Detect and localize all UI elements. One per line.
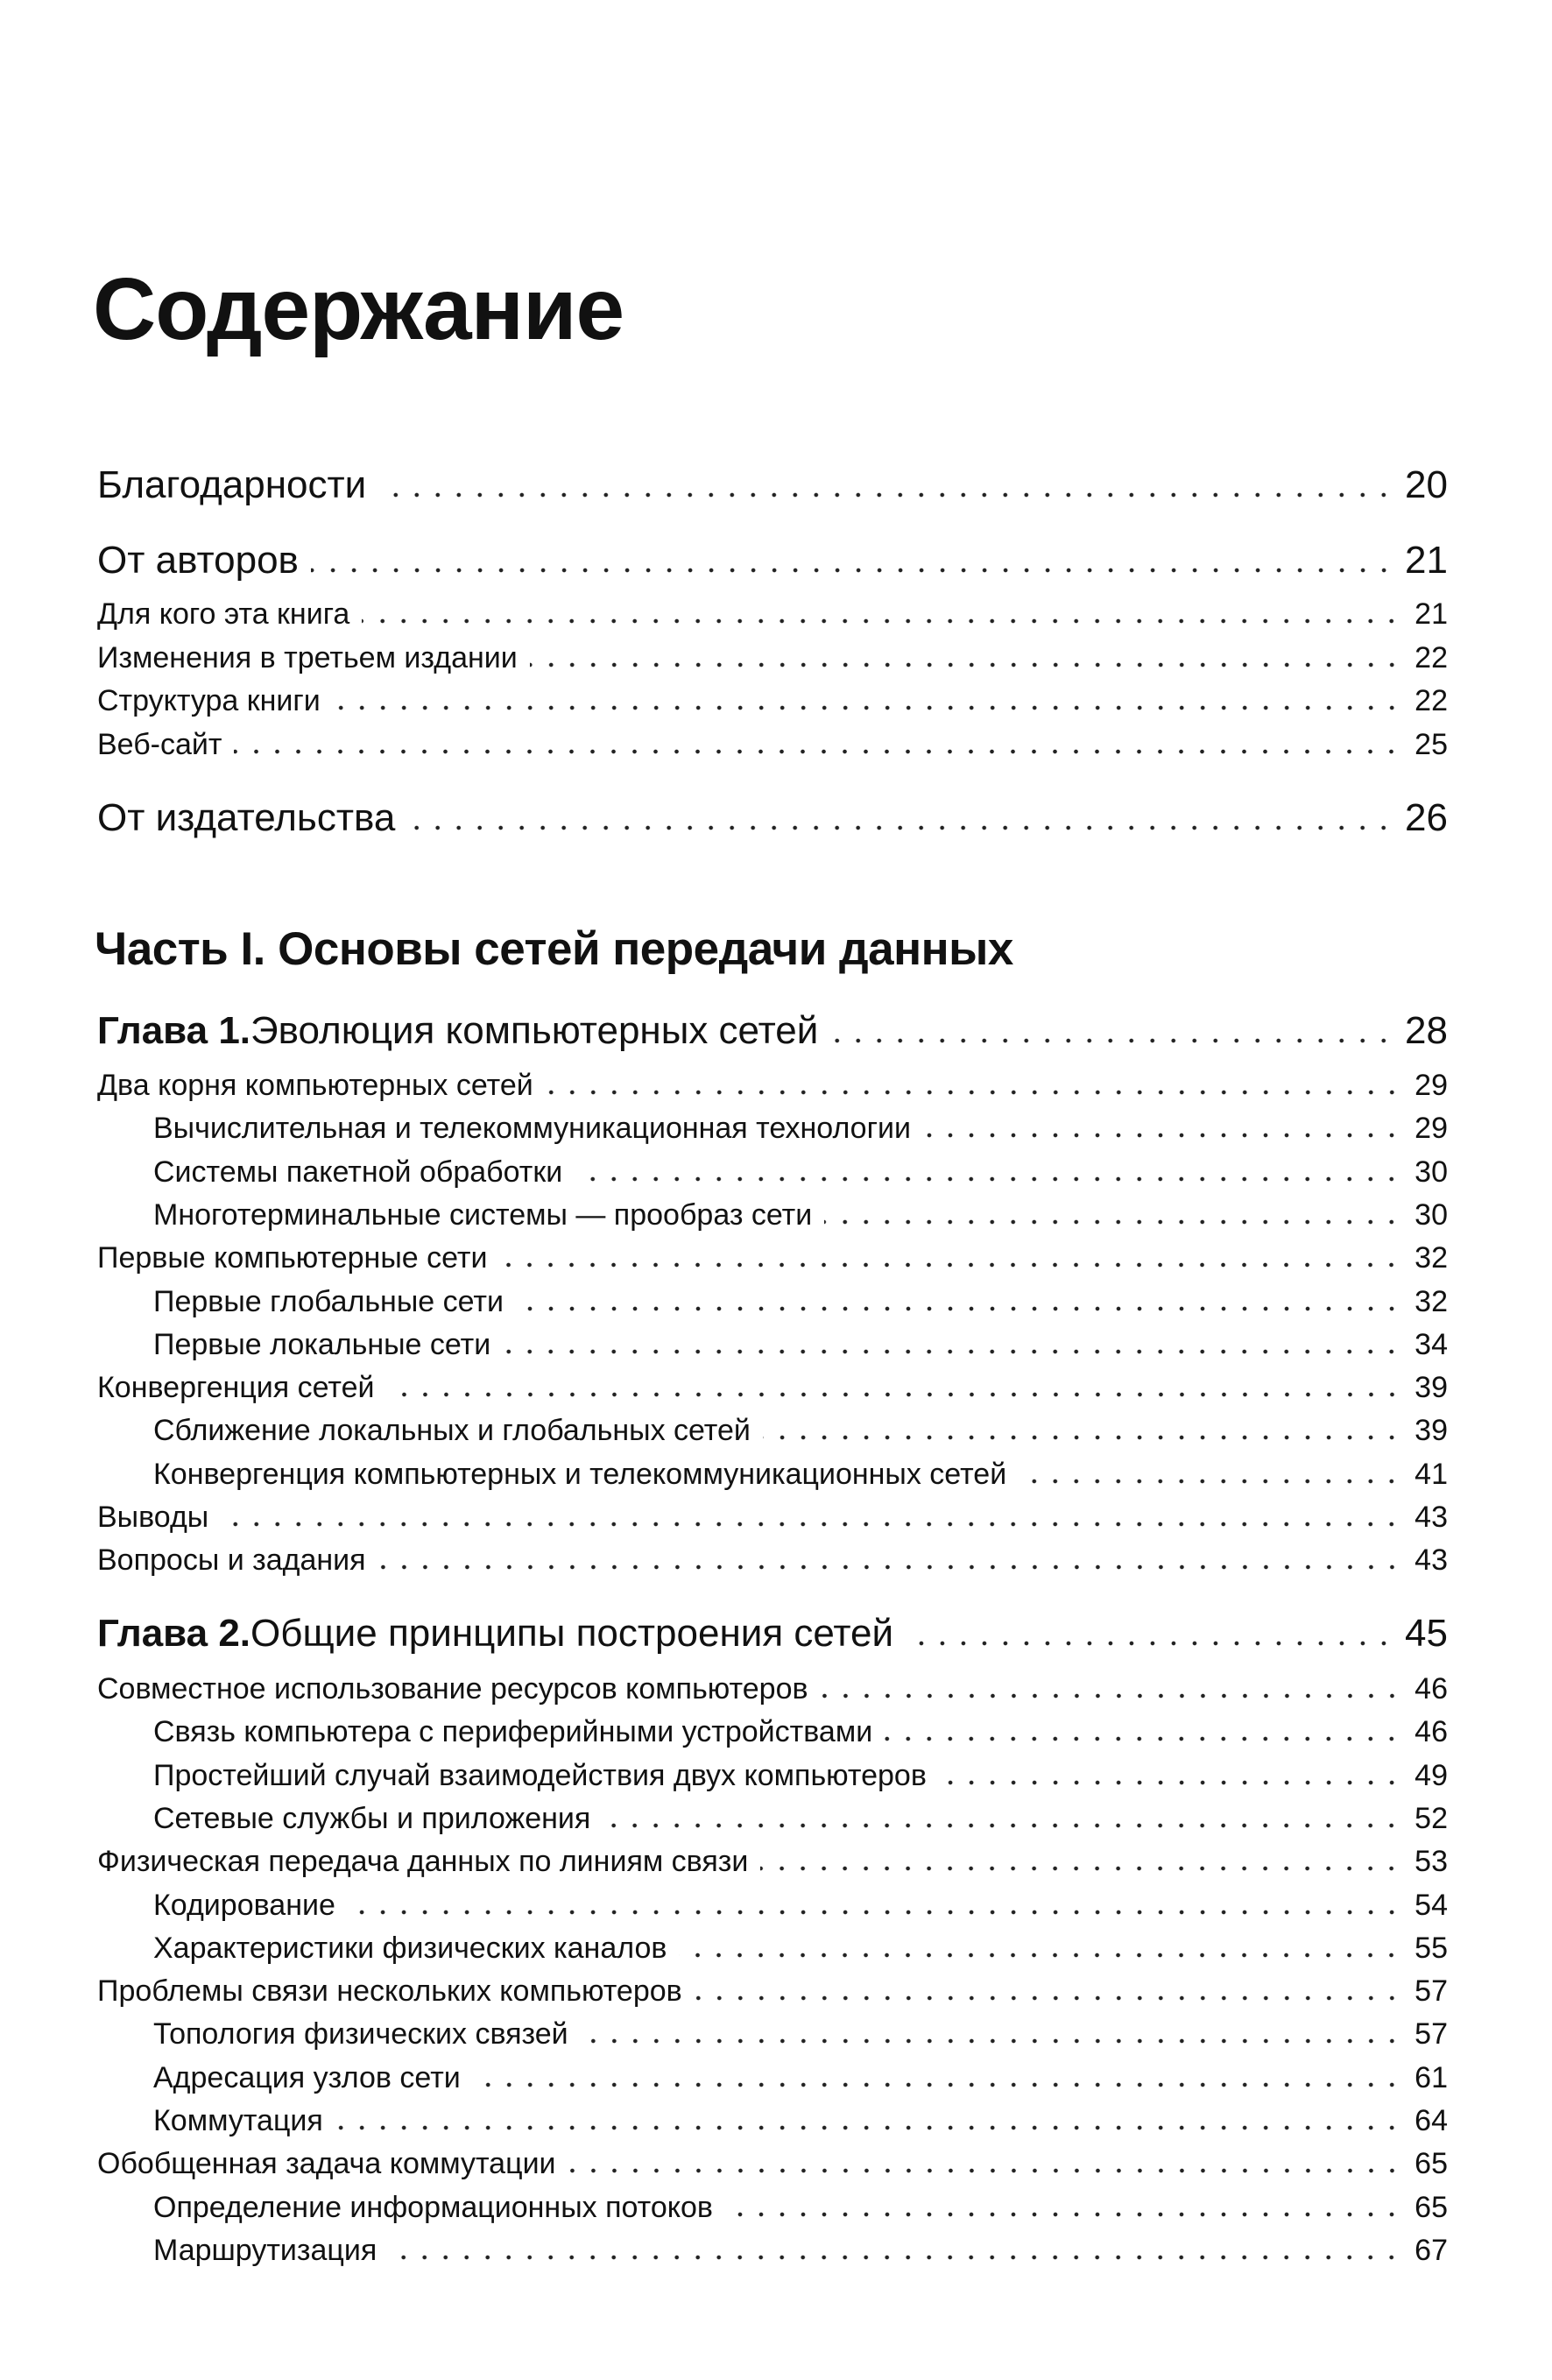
dot-leader bbox=[695, 1992, 1404, 2001]
dot-leader bbox=[939, 1776, 1404, 1785]
dot-leader bbox=[830, 1035, 1396, 1043]
page-number: 29 bbox=[1414, 1069, 1448, 1102]
toc-subsection[interactable] bbox=[153, 1888, 1448, 1923]
toc-subsection[interactable] bbox=[97, 683, 1448, 718]
page-number: 21 bbox=[1405, 539, 1448, 582]
entry-title: Обобщенная задача коммутации bbox=[97, 2147, 556, 2180]
dot-leader bbox=[311, 564, 1396, 573]
page-number: 22 bbox=[1414, 641, 1448, 674]
entry-title: Проблемы связи нескольких компьютеров bbox=[97, 1974, 682, 2008]
page-number: 53 bbox=[1414, 1845, 1448, 1878]
entry-title: Благодарности bbox=[97, 463, 367, 506]
entry-title: Первые локальные сети bbox=[153, 1328, 491, 1361]
page-number: 30 bbox=[1414, 1198, 1448, 1232]
entry-title: Коммутация bbox=[153, 2104, 323, 2137]
dot-leader bbox=[335, 2122, 1404, 2130]
page-number: 67 bbox=[1414, 2234, 1448, 2267]
entry-title: Два корня компьютерных сетей bbox=[97, 1069, 533, 1102]
page-number: 52 bbox=[1414, 1802, 1448, 1835]
entry-title: Сетевые службы и приложения bbox=[153, 1802, 591, 1835]
dot-leader bbox=[923, 1129, 1404, 1138]
page-number: 57 bbox=[1414, 2017, 1448, 2051]
page-number: 45 bbox=[1405, 1612, 1448, 1655]
dot-leader bbox=[885, 1733, 1404, 1741]
dot-leader bbox=[546, 1086, 1404, 1095]
dot-leader bbox=[581, 2035, 1404, 2044]
toc-subsection[interactable] bbox=[153, 1714, 1448, 1749]
page-number: 64 bbox=[1414, 2104, 1448, 2137]
page-number: 46 bbox=[1414, 1715, 1448, 1748]
entry-title: Простейший случай взаимодействия двух компьютеров bbox=[153, 1759, 927, 1792]
toc-subsection[interactable] bbox=[153, 2103, 1448, 2138]
dot-leader bbox=[603, 1819, 1404, 1828]
entry-title: Общие принципы построения сетей bbox=[250, 1612, 894, 1655]
page-title: Содержание bbox=[93, 260, 624, 358]
entry-title: Эволюция компьютерных сетей bbox=[250, 1009, 819, 1052]
dot-leader bbox=[499, 1259, 1404, 1268]
page-number: 22 bbox=[1414, 684, 1448, 717]
page-number: 57 bbox=[1414, 1974, 1448, 2008]
toc-section[interactable] bbox=[97, 538, 1448, 583]
page-number: 43 bbox=[1414, 1543, 1448, 1577]
entry-title: Первые компьютерные сети bbox=[97, 1241, 488, 1275]
page-number: 65 bbox=[1414, 2147, 1448, 2180]
entry-title: Структура книги bbox=[97, 684, 321, 717]
dot-leader bbox=[503, 1345, 1404, 1354]
entry-title: От издательства bbox=[97, 796, 396, 839]
entry-title: Системы пакетной обработки bbox=[153, 1155, 563, 1189]
chapter-number: Глава 2. bbox=[97, 1612, 251, 1655]
dot-leader bbox=[234, 745, 1404, 754]
dot-leader bbox=[348, 1906, 1404, 1915]
page-number: 26 bbox=[1405, 796, 1448, 839]
entry-title: Сближение локальных и глобальных сетей bbox=[153, 1414, 751, 1447]
dot-leader bbox=[1019, 1475, 1404, 1484]
entry-title: Изменения в третьем издании bbox=[97, 641, 518, 674]
dot-leader bbox=[362, 615, 1404, 624]
page-number: 20 bbox=[1405, 463, 1448, 506]
entry-title: От авторов bbox=[97, 539, 299, 582]
page-number: 61 bbox=[1414, 2061, 1448, 2094]
chapter-heading[interactable] bbox=[97, 1611, 1448, 1656]
toc-section[interactable] bbox=[97, 1068, 1448, 1103]
dot-leader bbox=[568, 2165, 1404, 2173]
toc-section[interactable] bbox=[97, 795, 1448, 841]
dot-leader bbox=[387, 1388, 1404, 1397]
dot-leader bbox=[821, 1690, 1404, 1698]
entry-title: Топология физических связей bbox=[153, 2017, 568, 2051]
page-number: 34 bbox=[1414, 1328, 1448, 1361]
toc-subsection[interactable] bbox=[153, 1155, 1448, 1190]
dot-leader bbox=[763, 1431, 1404, 1440]
page-number: 30 bbox=[1414, 1155, 1448, 1189]
page-number: 21 bbox=[1414, 597, 1448, 631]
entry-title: Характеристики физических каналов bbox=[153, 1932, 667, 1965]
dot-leader bbox=[378, 1561, 1404, 1570]
entry-title: Совместное использование ресурсов компьютеров bbox=[97, 1672, 808, 1706]
dot-leader bbox=[473, 2079, 1404, 2087]
entry-title: Выводы bbox=[97, 1501, 209, 1534]
dot-leader bbox=[333, 702, 1404, 710]
entry-title: Физическая передача данных по линиям связи bbox=[97, 1845, 749, 1878]
entry-title: Маршрутизация bbox=[153, 2234, 377, 2267]
dot-leader bbox=[760, 1862, 1404, 1871]
toc-subsection[interactable] bbox=[153, 1197, 1448, 1232]
entry-title: Многотерминальные системы — прообраз сети bbox=[153, 1198, 813, 1232]
dot-leader bbox=[407, 822, 1396, 830]
dot-leader bbox=[221, 1518, 1404, 1527]
page-number: 39 bbox=[1414, 1414, 1448, 1447]
entry-title: Для кого эта книга bbox=[97, 597, 350, 631]
page-number: 55 bbox=[1414, 1932, 1448, 1965]
entry-title: Определение информационных потоков bbox=[153, 2191, 713, 2224]
part-title: Часть I. Основы сетей передачи данных bbox=[95, 923, 1013, 975]
toc-subsection[interactable] bbox=[153, 1413, 1448, 1448]
dot-leader bbox=[679, 1949, 1404, 1958]
page-number: 25 bbox=[1414, 728, 1448, 761]
chapter-number: Глава 1. bbox=[97, 1009, 251, 1052]
entry-title: Первые глобальные сети bbox=[153, 1285, 504, 1318]
dot-leader bbox=[725, 2208, 1404, 2217]
toc-subsection[interactable] bbox=[153, 2060, 1448, 2095]
page-number: 46 bbox=[1414, 1672, 1448, 1706]
toc-section[interactable] bbox=[97, 1671, 1448, 1706]
toc-section[interactable] bbox=[97, 1844, 1448, 1879]
toc-section[interactable] bbox=[97, 1240, 1448, 1275]
toc-subsection[interactable] bbox=[153, 2016, 1448, 2052]
entry-title: Конвергенция сетей bbox=[97, 1371, 375, 1404]
page-number: 54 bbox=[1414, 1889, 1448, 1922]
toc-section[interactable] bbox=[97, 2146, 1448, 2181]
toc-subsection[interactable] bbox=[153, 1111, 1448, 1146]
toc-section[interactable] bbox=[97, 1370, 1448, 1405]
page-number: 41 bbox=[1414, 1458, 1448, 1491]
toc-subsection[interactable] bbox=[153, 1327, 1448, 1362]
entry-title: Конвергенция компьютерных и телекоммуникационных сетей bbox=[153, 1458, 1007, 1491]
entry-title: Вопросы и задания bbox=[97, 1543, 366, 1577]
toc-subsection[interactable] bbox=[153, 1931, 1448, 1966]
dot-leader bbox=[516, 1303, 1404, 1311]
toc-section[interactable] bbox=[97, 1500, 1448, 1535]
toc-subsection[interactable] bbox=[153, 1457, 1448, 1492]
toc-subsection[interactable] bbox=[153, 1801, 1448, 1836]
entry-title: Кодирование bbox=[153, 1889, 335, 1922]
toc-subsection[interactable] bbox=[153, 2233, 1448, 2268]
page-number: 32 bbox=[1414, 1241, 1448, 1275]
page-number: 29 bbox=[1414, 1112, 1448, 1145]
entry-title: Вычислительная и телекоммуникационная технологии bbox=[153, 1112, 911, 1145]
toc-subsection[interactable] bbox=[153, 1284, 1448, 1319]
dot-leader bbox=[389, 2251, 1404, 2260]
dot-leader bbox=[906, 1637, 1396, 1646]
dot-leader bbox=[824, 1216, 1404, 1225]
toc-subsection[interactable] bbox=[97, 727, 1448, 762]
page-number: 28 bbox=[1405, 1009, 1448, 1052]
page-number: 43 bbox=[1414, 1501, 1448, 1534]
page-number: 39 bbox=[1414, 1371, 1448, 1404]
dot-leader bbox=[575, 1173, 1404, 1182]
toc-section[interactable] bbox=[97, 463, 1448, 508]
page-number: 32 bbox=[1414, 1285, 1448, 1318]
toc-subsection[interactable] bbox=[97, 640, 1448, 675]
entry-title: Адресация узлов сети bbox=[153, 2061, 461, 2094]
entry-title: Связь компьютера с периферийными устройствами bbox=[153, 1715, 873, 1748]
page-number: 65 bbox=[1414, 2191, 1448, 2224]
entry-title: Веб-сайт bbox=[97, 728, 222, 761]
dot-leader bbox=[378, 489, 1396, 498]
toc-section[interactable] bbox=[97, 1974, 1448, 2009]
toc-section[interactable] bbox=[97, 1543, 1448, 1578]
dot-leader bbox=[530, 659, 1404, 667]
toc-subsection[interactable] bbox=[153, 2190, 1448, 2225]
chapter-heading[interactable] bbox=[97, 1008, 1448, 1054]
toc-subsection[interactable] bbox=[153, 1758, 1448, 1793]
toc-subsection[interactable] bbox=[97, 597, 1448, 632]
page-number: 49 bbox=[1414, 1759, 1448, 1792]
